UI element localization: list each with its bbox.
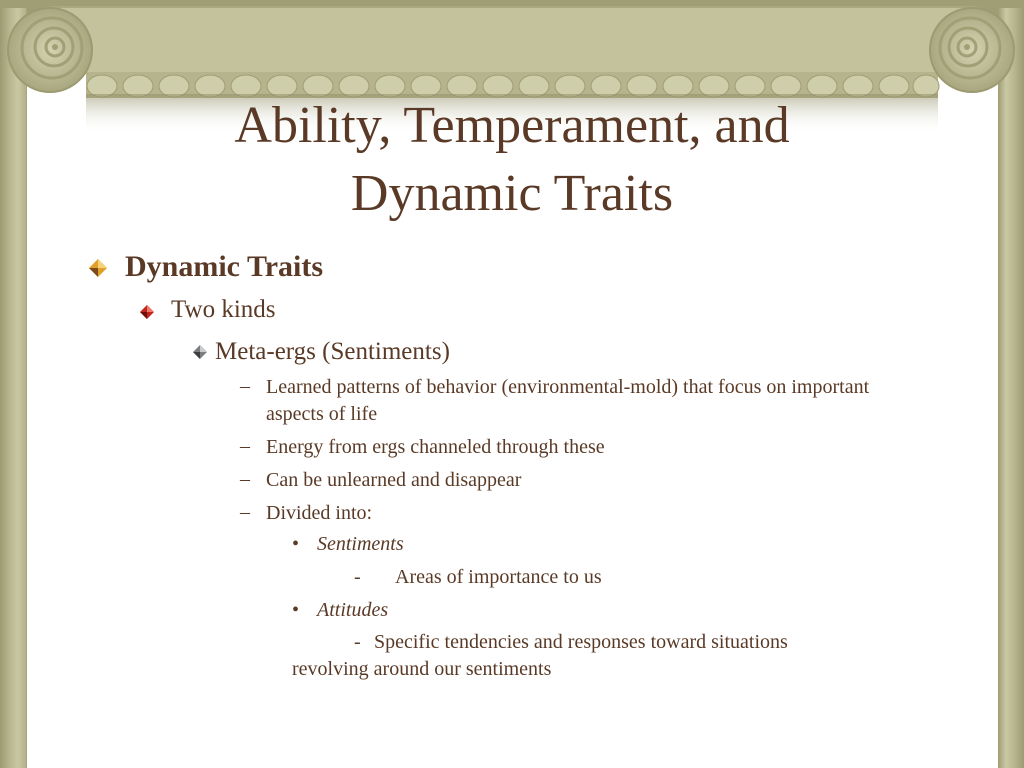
attitudes-detail-line1: Specific tendencies and responses toward situations xyxy=(374,631,788,653)
point-3: Can be unlearned and disappear xyxy=(266,469,522,491)
title-line-2: Dynamic Traits xyxy=(350,165,674,222)
point-1: Learned patterns of behavior (environmental-mold) that focus on important aspects of life xyxy=(266,376,870,425)
dash-marker: – xyxy=(240,501,250,523)
attitudes-detail-line2: revolving around our sentiments xyxy=(292,658,552,680)
point-2: Energy from ergs channeled through these xyxy=(266,436,605,458)
detail-dash: - xyxy=(354,566,361,588)
slide-title xyxy=(86,92,938,228)
detail-dash: - xyxy=(354,631,361,653)
title-line-1: Ability, Temperament, and xyxy=(234,97,790,154)
red-diamond-bullet-icon xyxy=(140,305,154,319)
bullet-level3: Meta-ergs (Sentiments) xyxy=(215,338,450,365)
right-volute-scroll-icon xyxy=(930,8,1014,92)
sub-item-attitudes: Attitudes xyxy=(317,599,389,621)
point-4: Divided into: xyxy=(266,502,373,524)
sub-item-sentiments: Sentiments xyxy=(317,533,404,555)
gray-diamond-bullet-icon xyxy=(193,345,207,359)
dash-marker: – xyxy=(240,375,250,397)
bullet-dot: • xyxy=(292,533,300,555)
dash-marker: – xyxy=(240,435,250,457)
dash-marker: – xyxy=(240,468,250,490)
sentiments-detail: Areas of importance to us xyxy=(395,566,602,588)
diamond-bullet-icon xyxy=(88,258,108,278)
bullet-dot: • xyxy=(292,599,300,621)
left-volute-scroll-icon xyxy=(8,8,92,92)
bullet-level1: Dynamic Traits xyxy=(125,250,324,283)
bullet-level2: Two kinds xyxy=(171,296,276,323)
